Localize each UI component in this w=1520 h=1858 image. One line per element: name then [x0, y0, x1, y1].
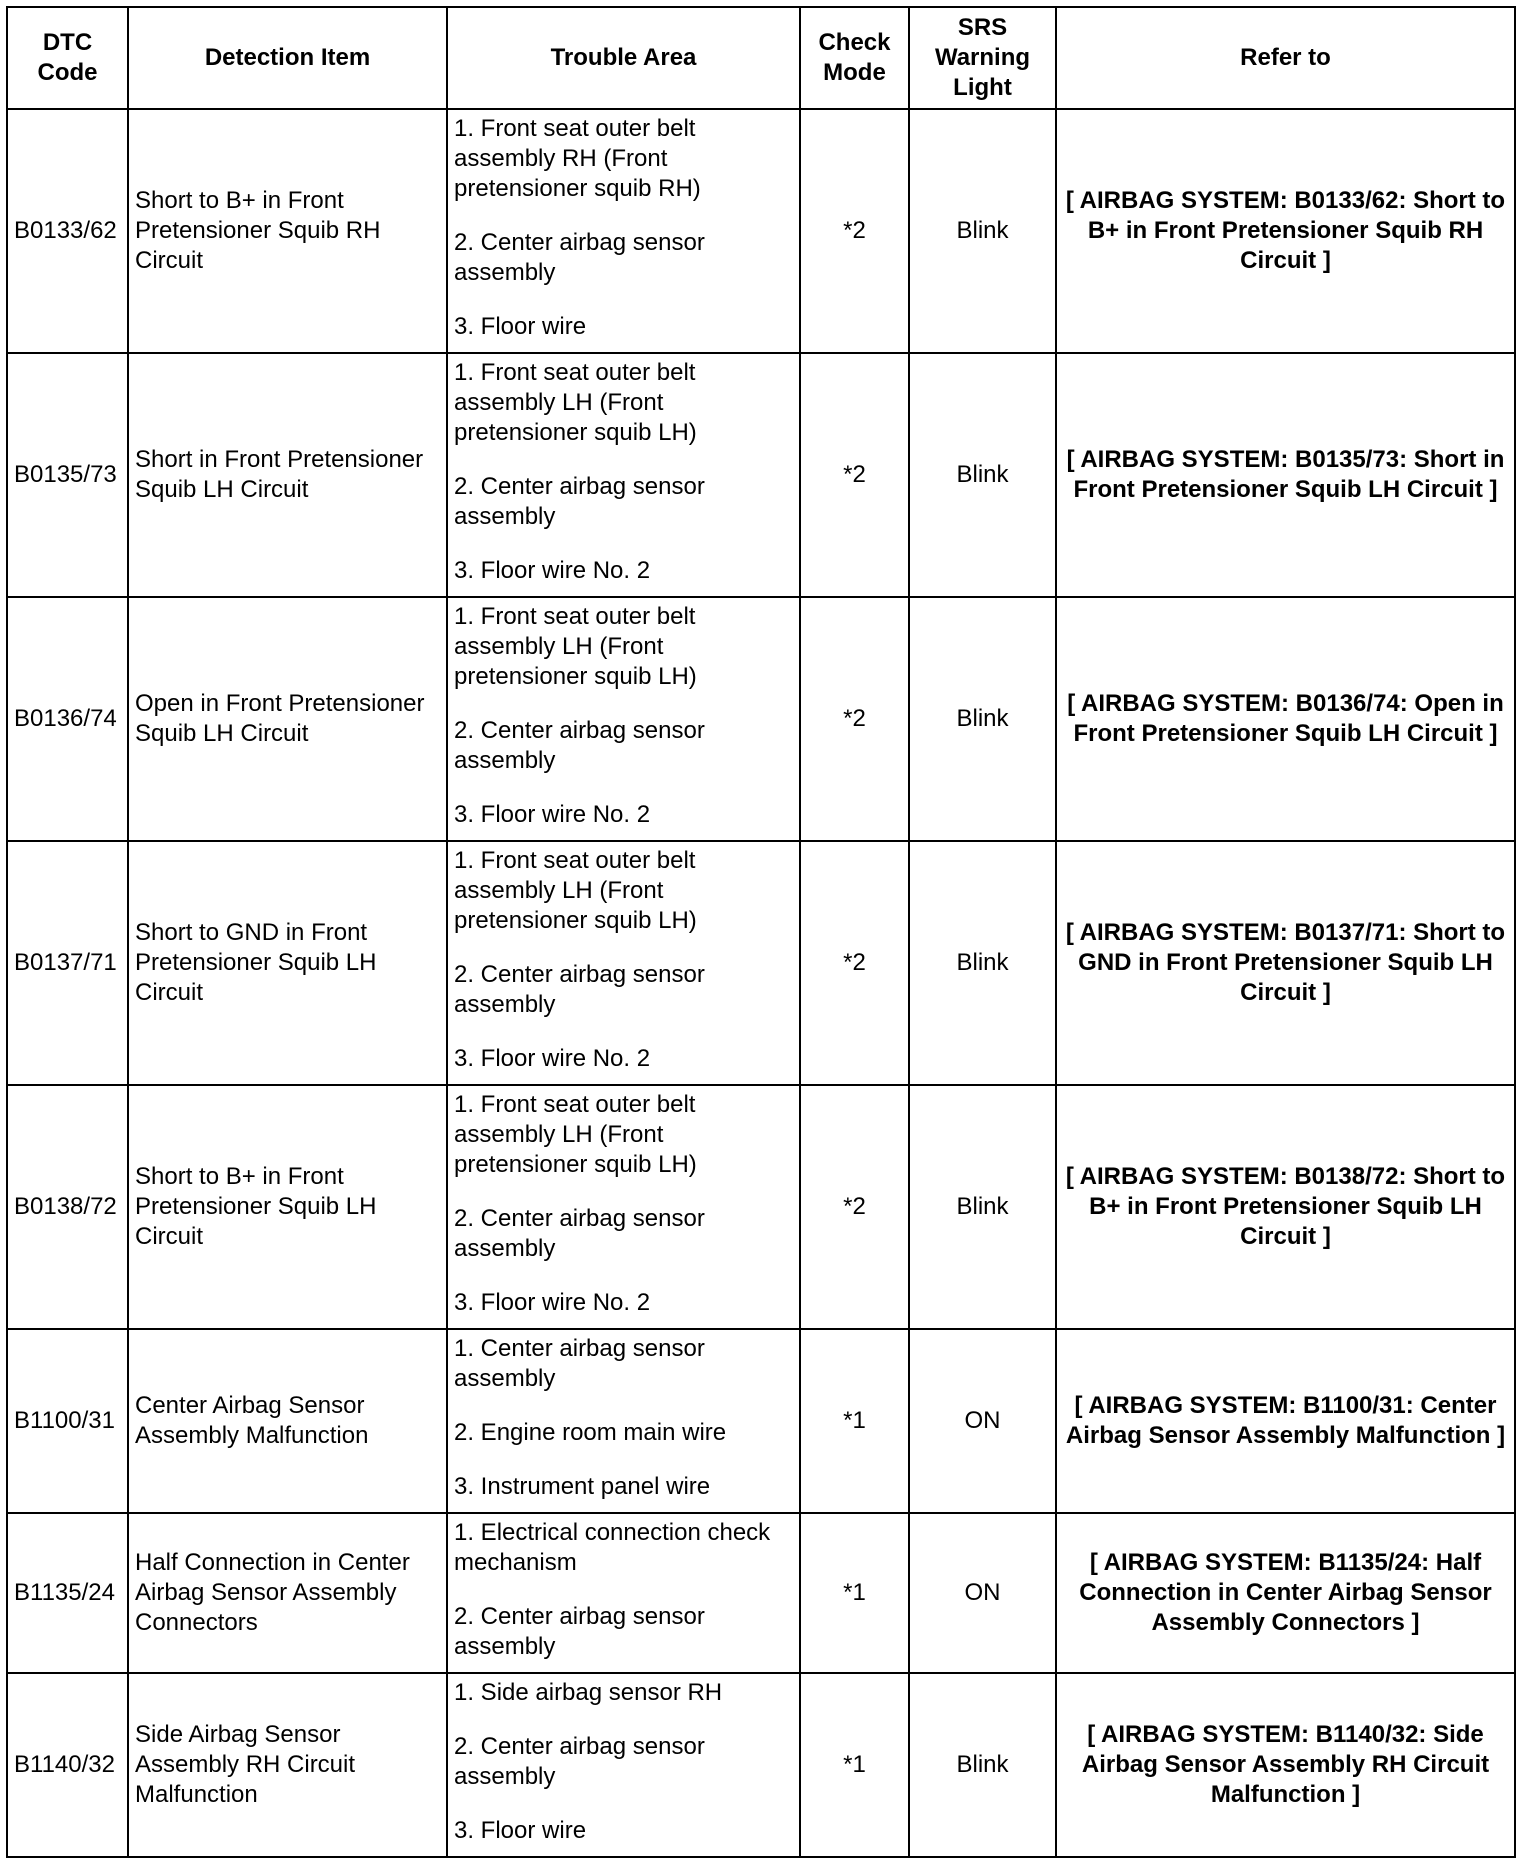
- trouble-area-cell: [447, 841, 800, 1085]
- trouble-area-cell: [447, 1329, 800, 1513]
- header-check-mode: Check Mode: [800, 7, 909, 109]
- trouble-area-cell: [447, 1673, 800, 1857]
- refer-to-cell: [ AIRBAG SYSTEM: B1140/32: Side Airbag Sensor Assembly RH Circuit Malfunction ]: [1056, 1673, 1515, 1857]
- header-refer-to: Refer to: [1056, 7, 1515, 109]
- trouble-area-entry: 2. Center airbag sensor assembly: [454, 1205, 705, 1262]
- table-row: [7, 597, 1515, 841]
- dtc-code-cell: B1135/24: [7, 1513, 128, 1673]
- trouble-area-entry: 2. Center airbag sensor assembly: [454, 1733, 705, 1790]
- refer-to-cell: [ AIRBAG SYSTEM: B1100/31: Center Airbag Sensor Assembly Malfunction ]: [1056, 1329, 1515, 1513]
- trouble-area-entry: 3. Floor wire No. 2: [454, 801, 651, 828]
- refer-to-cell: [ AIRBAG SYSTEM: B0137/71: Short to GND in Front Pretensioner Squib LH Circuit ]: [1056, 841, 1515, 1085]
- check-mode-cell: *1: [800, 1673, 909, 1857]
- trouble-area-entry: 1. Front seat outer belt assembly RH (Front pretensioner squib RH): [454, 115, 701, 202]
- dtc-code-cell: B0133/62: [7, 109, 128, 353]
- header-trouble-area: Trouble Area: [447, 7, 800, 109]
- srs-warning-light-cell: Blink: [909, 597, 1056, 841]
- table-row: [7, 841, 1515, 1085]
- trouble-area-entry: 2. Center airbag sensor assembly: [454, 1603, 705, 1660]
- dtc-code-cell: B1100/31: [7, 1329, 128, 1513]
- detection-item-cell: Center Airbag Sensor Assembly Malfunction: [128, 1329, 447, 1513]
- table-row: [7, 1085, 1515, 1329]
- srs-warning-light-cell: Blink: [909, 109, 1056, 353]
- trouble-area-entry: 1. Front seat outer belt assembly LH (Front pretensioner squib LH): [454, 1091, 697, 1178]
- table-row: [7, 1673, 1515, 1857]
- trouble-area-entry: 2. Center airbag sensor assembly: [454, 473, 705, 530]
- trouble-area-entry: 3. Instrument panel wire: [454, 1473, 711, 1500]
- trouble-area-cell: [447, 109, 800, 353]
- check-mode-cell: *1: [800, 1329, 909, 1513]
- header-srs-warning-light: SRS Warning Light: [909, 7, 1056, 109]
- trouble-area-entry: 3. Floor wire: [454, 1817, 587, 1844]
- trouble-area-entry: 1. Electrical connection check mechanism: [454, 1519, 771, 1576]
- check-mode-cell: *2: [800, 353, 909, 597]
- trouble-area-entry: 3. Floor wire No. 2: [454, 557, 651, 584]
- trouble-area-cell: [447, 1513, 800, 1673]
- detection-item-cell: Short to B+ in Front Pretensioner Squib LH Circuit: [128, 1085, 447, 1329]
- dtc-code-cell: B0138/72: [7, 1085, 128, 1329]
- trouble-area-entry: 3. Floor wire: [454, 313, 587, 340]
- refer-to-cell: [ AIRBAG SYSTEM: B0135/73: Short in Front Pretensioner Squib LH Circuit ]: [1056, 353, 1515, 597]
- srs-warning-light-cell: Blink: [909, 1673, 1056, 1857]
- header-row: [7, 7, 1515, 109]
- table-row: [7, 1513, 1515, 1673]
- check-mode-cell: *2: [800, 109, 909, 353]
- trouble-area-entry: 2. Center airbag sensor assembly: [454, 717, 705, 774]
- check-mode-cell: *2: [800, 597, 909, 841]
- trouble-area-cell: [447, 353, 800, 597]
- detection-item-cell: Side Airbag Sensor Assembly RH Circuit Malfunction: [128, 1673, 447, 1857]
- refer-to-cell: [ AIRBAG SYSTEM: B0136/74: Open in Front Pretensioner Squib LH Circuit ]: [1056, 597, 1515, 841]
- srs-warning-light-cell: ON: [909, 1513, 1056, 1673]
- trouble-area-entry: 1. Front seat outer belt assembly LH (Front pretensioner squib LH): [454, 359, 697, 446]
- dtc-code-cell: B0135/73: [7, 353, 128, 597]
- dtc-code-cell: B0136/74: [7, 597, 128, 841]
- table-row: [7, 353, 1515, 597]
- detection-item-cell: Half Connection in Center Airbag Sensor Assembly Connectors: [128, 1513, 447, 1673]
- detection-item-cell: Short to B+ in Front Pretensioner Squib RH Circuit: [128, 109, 447, 353]
- trouble-area-entry: 3. Floor wire No. 2: [454, 1045, 651, 1072]
- detection-item-cell: Short in Front Pretensioner Squib LH Circuit: [128, 353, 447, 597]
- table-body: [7, 109, 1515, 1857]
- header-dtc-code: DTC Code: [7, 7, 128, 109]
- trouble-area-entry: 3. Floor wire No. 2: [454, 1289, 651, 1316]
- check-mode-cell: *1: [800, 1513, 909, 1673]
- trouble-area-entry: 2. Engine room main wire: [454, 1419, 727, 1446]
- trouble-area-entry: 1. Side airbag sensor RH: [454, 1679, 723, 1706]
- detection-item-cell: Open in Front Pretensioner Squib LH Circuit: [128, 597, 447, 841]
- refer-to-cell: [ AIRBAG SYSTEM: B1135/24: Half Connection in Center Airbag Sensor Assembly Connectors ]: [1056, 1513, 1515, 1673]
- check-mode-cell: *2: [800, 841, 909, 1085]
- srs-warning-light-cell: Blink: [909, 353, 1056, 597]
- header-detection-item: Detection Item: [128, 7, 447, 109]
- detection-item-cell: Short to GND in Front Pretensioner Squib LH Circuit: [128, 841, 447, 1085]
- refer-to-cell: [ AIRBAG SYSTEM: B0133/62: Short to B+ in Front Pretensioner Squib RH Circuit ]: [1056, 109, 1515, 353]
- trouble-area-cell: [447, 597, 800, 841]
- trouble-area-cell: [447, 1085, 800, 1329]
- dtc-table: [6, 6, 1516, 1858]
- dtc-code-cell: B0137/71: [7, 841, 128, 1085]
- dtc-code-cell: B1140/32: [7, 1673, 128, 1857]
- srs-warning-light-cell: Blink: [909, 841, 1056, 1085]
- check-mode-cell: *2: [800, 1085, 909, 1329]
- trouble-area-entry: 2. Center airbag sensor assembly: [454, 961, 705, 1018]
- srs-warning-light-cell: ON: [909, 1329, 1056, 1513]
- refer-to-cell: [ AIRBAG SYSTEM: B0138/72: Short to B+ in Front Pretensioner Squib LH Circuit ]: [1056, 1085, 1515, 1329]
- table-row: [7, 109, 1515, 353]
- table-row: [7, 1329, 1515, 1513]
- trouble-area-entry: 1. Front seat outer belt assembly LH (Front pretensioner squib LH): [454, 603, 697, 690]
- srs-warning-light-cell: Blink: [909, 1085, 1056, 1329]
- trouble-area-entry: 1. Front seat outer belt assembly LH (Front pretensioner squib LH): [454, 847, 697, 934]
- trouble-area-entry: 2. Center airbag sensor assembly: [454, 229, 705, 286]
- trouble-area-entry: 1. Center airbag sensor assembly: [454, 1335, 705, 1392]
